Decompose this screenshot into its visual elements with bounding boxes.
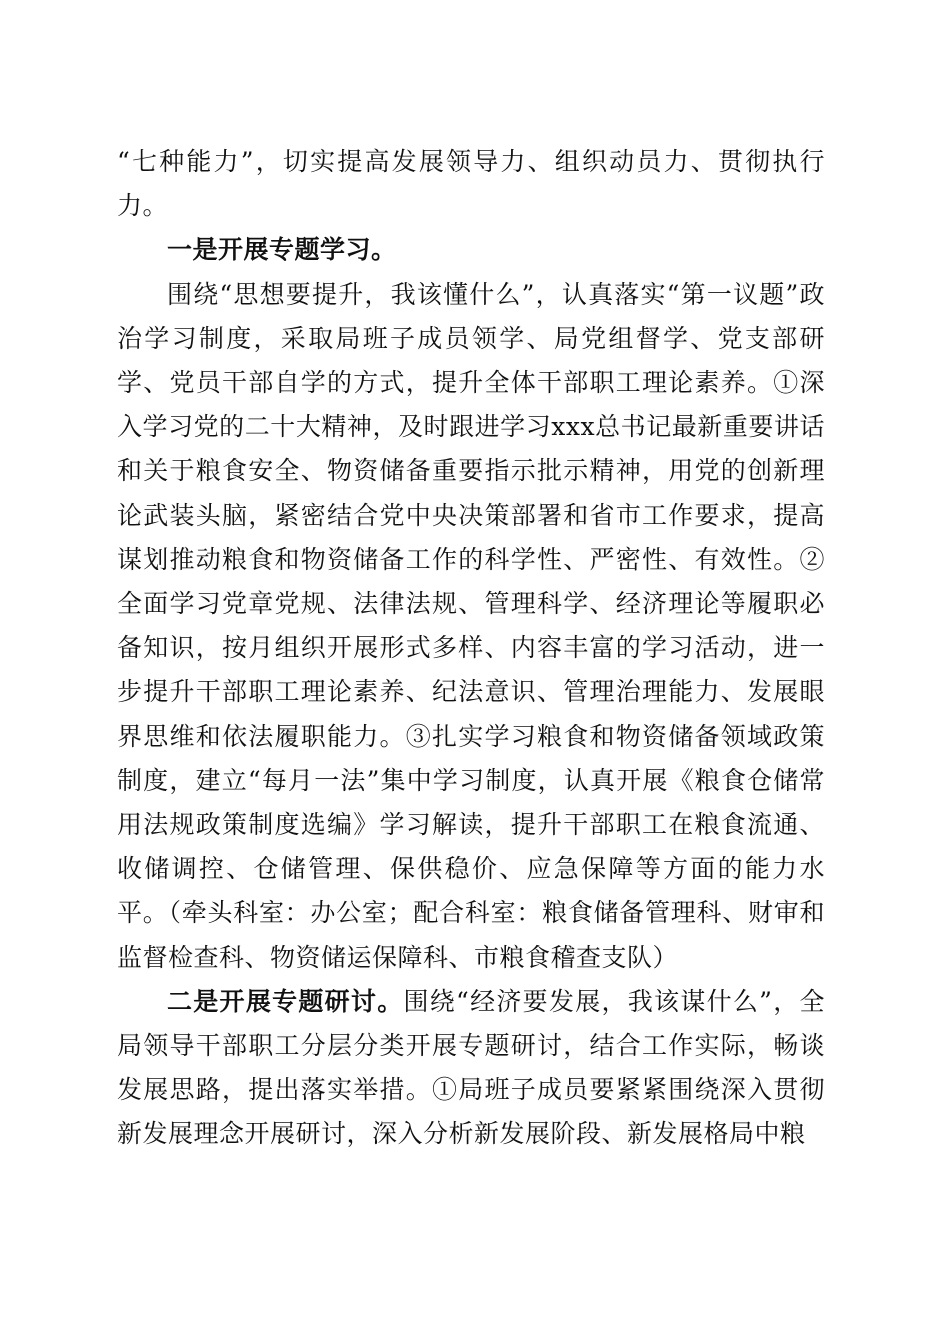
- section-1-heading: 一是开展专题学习。: [167, 235, 397, 265]
- section-2-paragraph: [117, 980, 825, 1157]
- section-1-body-paragraph: 围绕“思想要提升，我该懂什么”，认真落实“第一议题”政治学习制度，采取局班子成员领学、局党组督学、党支部研学、党员干部自学的方式，提升全体干部职工理论素养。①深入学习党的二十大精神，及时跟进学习xxx总书记最新重要讲话和关于粮食安全、物资储备重要指示批示精神，用党的创新理论武装头脑，紧密结合党中央决策部署和省市工作要求，提高谋划推动粮食和物资储备工作的科学性、严密性、有效性。②全面学习党章党规、法律法规、管理科学、经济理论等履职必备知识，按月组织开展形式多样、内容丰富的学习活动，进一步提升干部职工理论素养、纪法意识、管理治理能力、发展眼界思维和依法履职能力。③扎实学习粮食和物资储备领域政策制度，建立“每月一法”集中学习制度，认真开展《粮食仓储常用法规政策制度选编》学习解读，提升干部职工在粮食流通、收储调控、仓储管理、保供稳价、应急保障等方面的能力水平。（牵头科室：办公室；配合科室：粮食储备管理科、财审和监督检查科、物资储运保障科、市粮食稽查支队）: [117, 279, 825, 972]
- document-page: [117, 140, 825, 1157]
- section-2-heading: 二是开展专题研讨。: [167, 986, 404, 1016]
- intro-continuation-paragraph: “七种能力”，切实提高发展领导力、组织动员力、贯彻执行力。: [117, 147, 825, 221]
- section-2-body: 围绕“经济要发展，我该谋什么”，全局领导干部职工分层分类开展专题研讨，结合工作实际，畅谈发展思路，提出落实举措。①局班子成员要紧紧围绕深入贯彻新发展理念开展研讨，深入分析新发展阶段、新发展格局中粮: [117, 986, 825, 1149]
